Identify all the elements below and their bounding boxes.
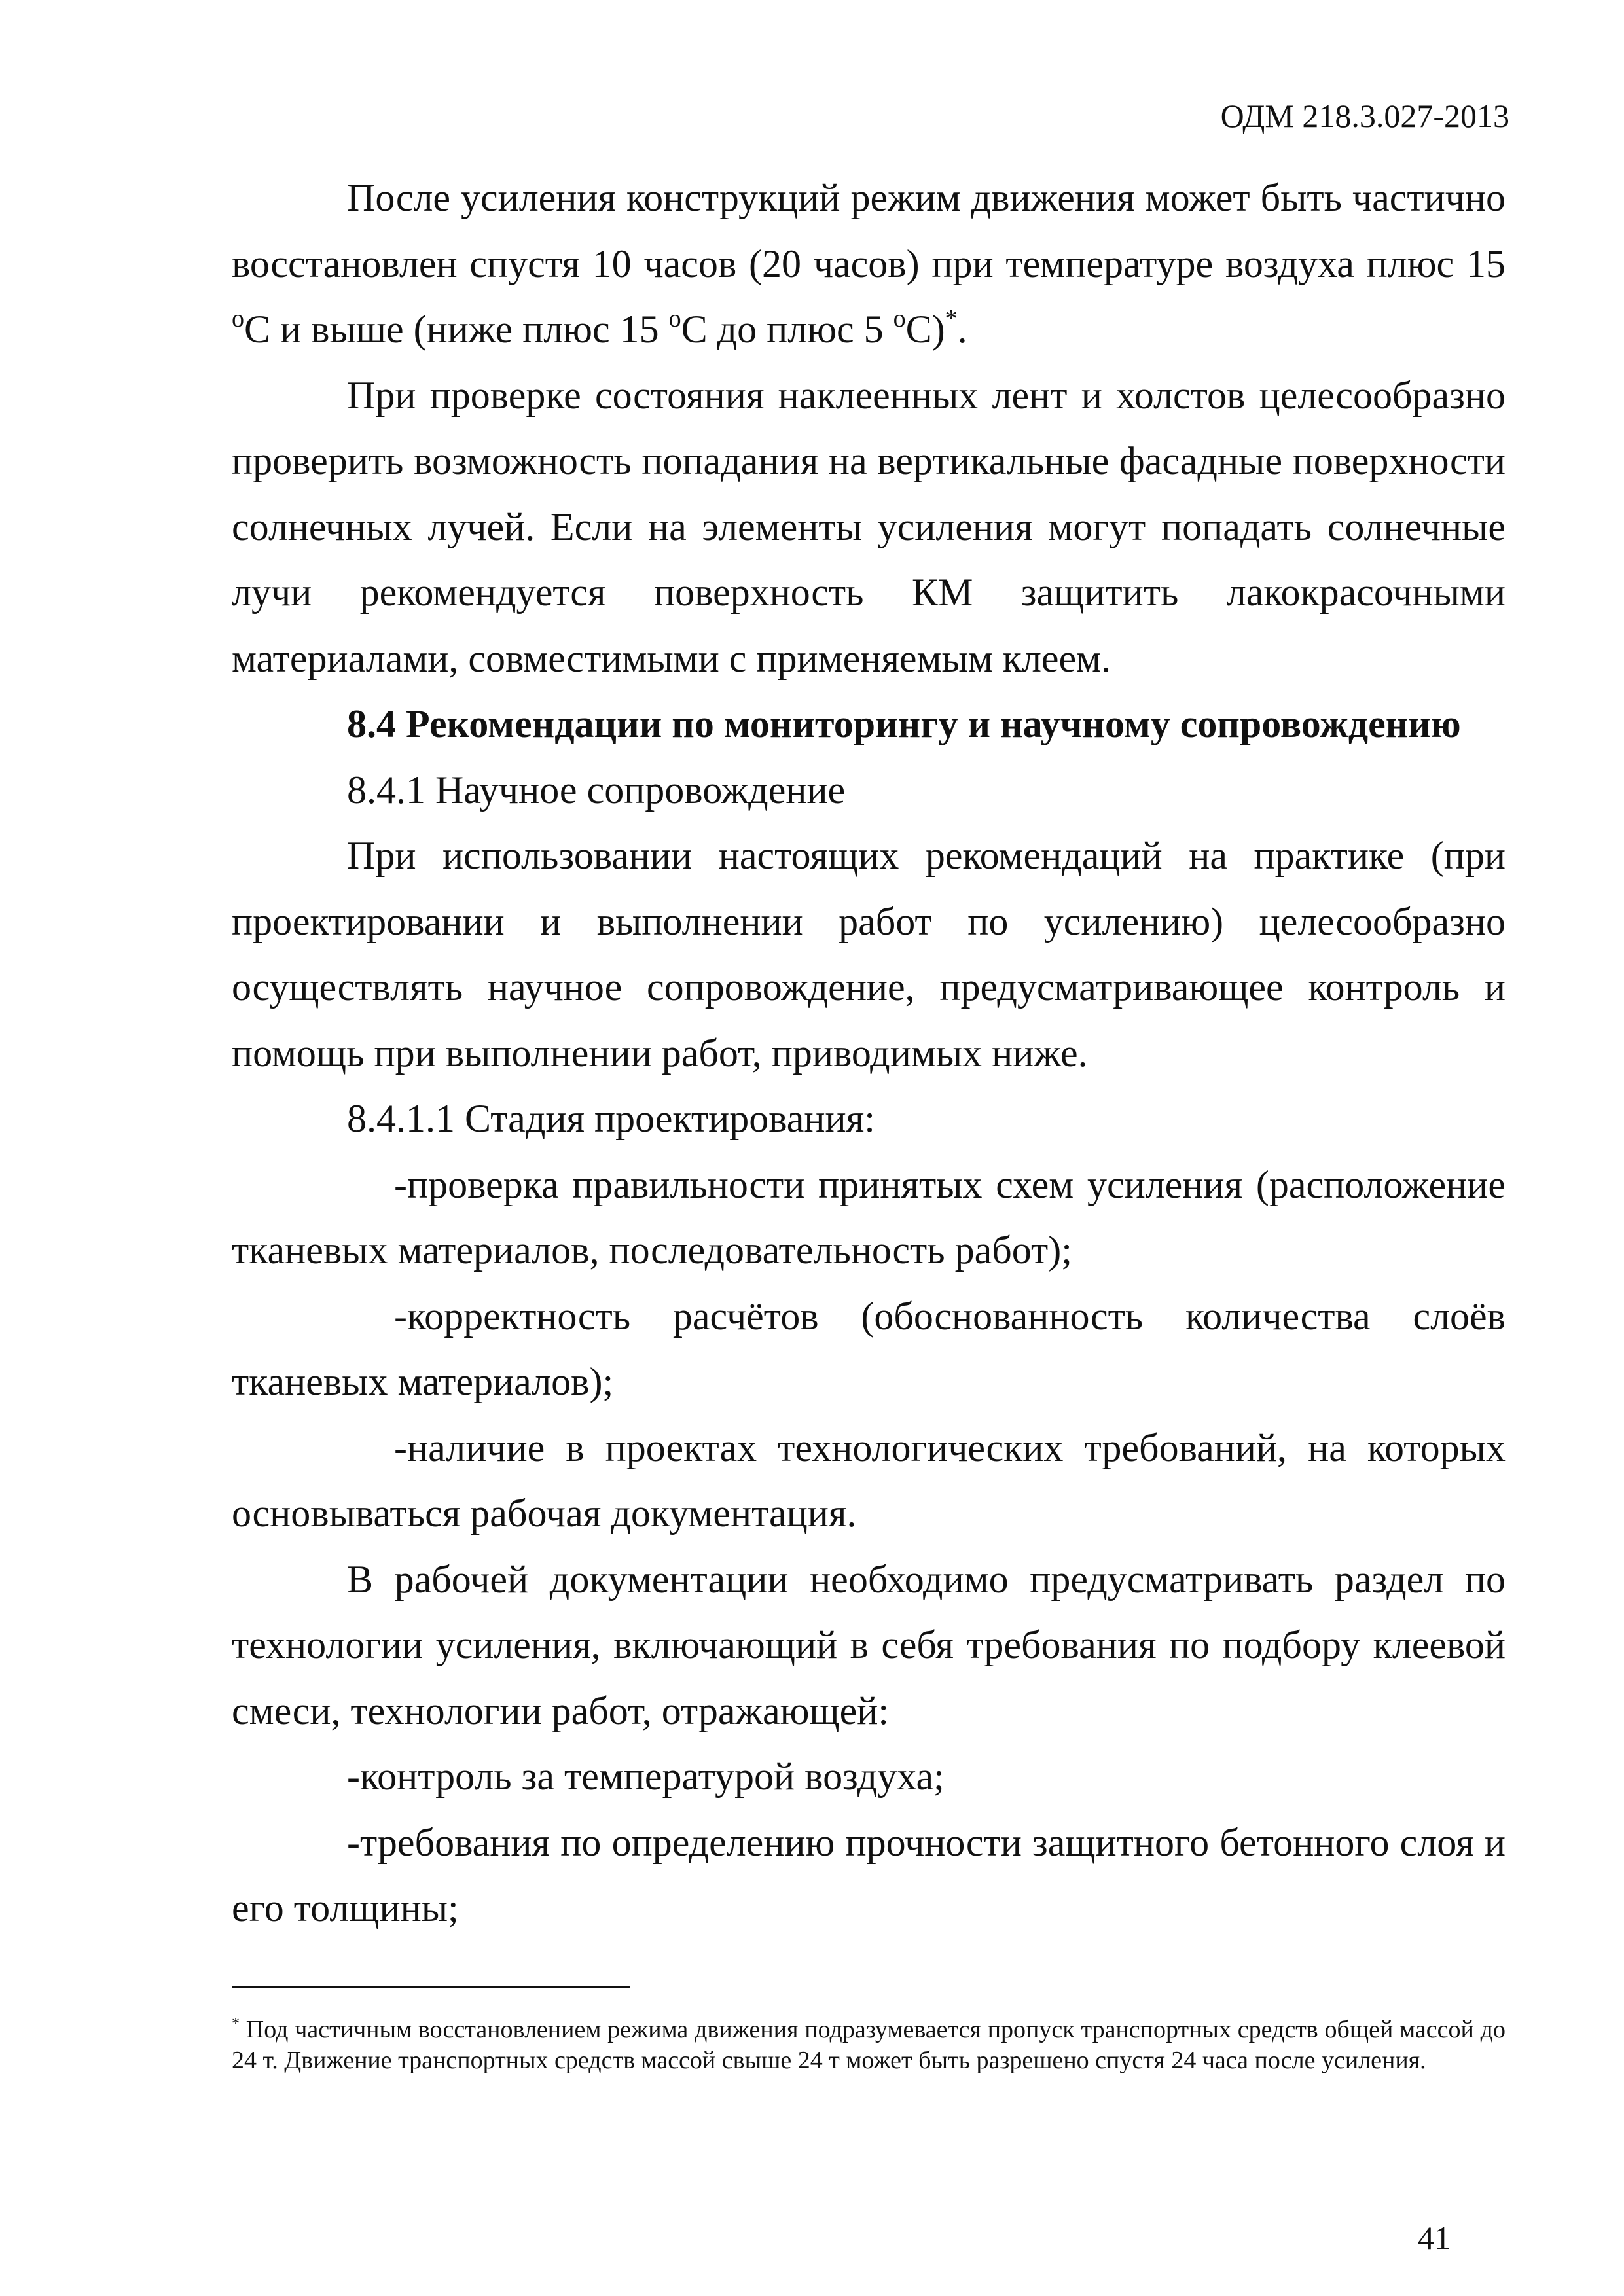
degree-superscript: о	[668, 305, 681, 332]
page-number: 41	[1418, 2219, 1451, 2256]
footnote-text: Под частичным восстановлением режима движения подразумевается пропуск транспортных средств общей массой до 24 т. Движение транспортных средств массой свыше 24 т может быть разрешено спустя 24 часа после усиления.	[232, 2016, 1506, 2074]
list-item-technological-requirements: -наличие в проектах технологических требований, на которых основываться рабочая документация.	[232, 1426, 1506, 1535]
subsection-heading-8-4-1-1: 8.4.1.1 Стадия проектирования:	[347, 1097, 875, 1140]
footnote-reference: *	[945, 305, 958, 332]
list-item-scheme-check: -проверка правильности принятых схем усиления (расположение тканевых материалов, последовательность работ);	[232, 1162, 1506, 1272]
section-heading-8-4: 8.4 Рекомендации по мониторингу и научному сопровождению	[347, 702, 1461, 745]
paragraph-working-documentation: В рабочей документации необходимо предусматривать раздел по технологии усиления, включающий в себя требования по подбору клеевой смеси, технологии работ, отражающей:	[232, 1557, 1506, 1732]
list-item-air-temperature: -контроль за температурой воздуха;	[347, 1755, 945, 1798]
page-body	[232, 165, 1506, 1941]
subsection-heading-8-4-1: 8.4.1 Научное сопровождение	[347, 768, 846, 812]
list-item-calculation-correctness: -корректность расчётов (обоснованность количества слоёв тканевых материалов);	[232, 1294, 1506, 1403]
footnote-separator	[232, 1986, 630, 1988]
paragraph-tape-inspection: При проверке состояния наклеенных лент и холстов целесообразно проверить возможность попадания на вертикальные фасадные поверхности солнечных лучей. Если на элементы усиления могут попадать солнечные лучи рекомендуется поверхность КМ защитить лакокрасочными материалами, совместимыми с применяемым клеем.	[232, 373, 1506, 680]
footnote-marker: *	[232, 2015, 240, 2032]
list-item-concrete-strength: -требования по определению прочности защитного бетонного слоя и его толщины;	[232, 1820, 1506, 1929]
document-code: ОДМ 218.3.027-2013	[1220, 98, 1509, 134]
degree-superscript: о	[232, 305, 244, 332]
paragraph-traffic-restoration: После усиления конструкций режим движения может быть частично восстановлен спустя 10 часов (20 часов) при температуре воздуха плюс 15 $^о$С и выше (ниже плюс 15 $^о$С до плюс 5 $^о$С)*.	[232, 176, 1506, 351]
paragraph-scientific-support: При использовании настоящих рекомендаций на практике (при проектировании и выполнении работ по усилению) целесообразно осуществлять научное сопровождение, предусматривающее контроль и помощь при выполнении работ, приводимых ниже.	[232, 834, 1506, 1075]
degree-superscript: о	[893, 305, 906, 332]
footnote	[232, 2015, 1506, 2076]
